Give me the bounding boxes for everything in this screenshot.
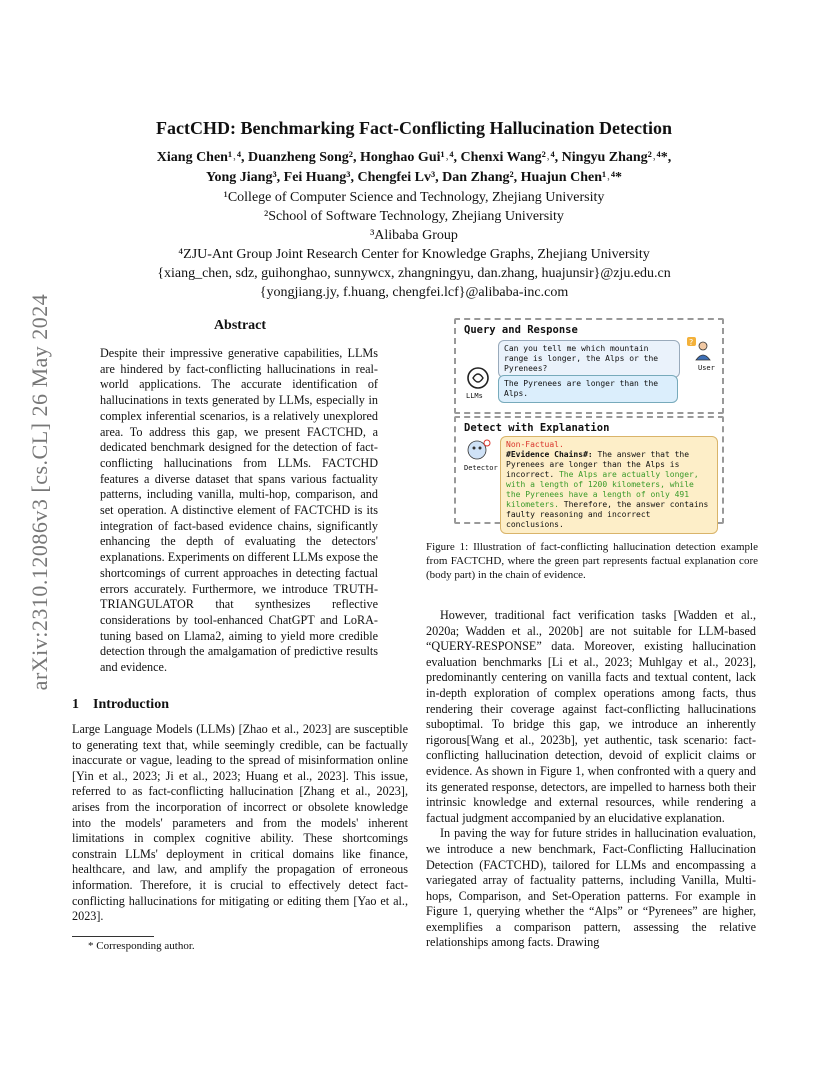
authors-line-1: Xiang Chen¹˒⁴, Duanzheng Song², Honghao Gui¹˒⁴, Chenxi Wang²˒⁴, Ningyu Zhang²˒⁴*, <box>156 150 672 165</box>
arxiv-stamp <box>18 282 62 702</box>
section-heading <box>72 697 169 713</box>
evidence-text-1: The answer that the Pyrenees are longer than the Alps is incorrect. <box>506 450 690 479</box>
section-number: 1 <box>72 697 79 712</box>
query-response-title: Query and Response <box>464 324 578 336</box>
detector-label: Detector <box>464 464 498 472</box>
affiliation-3: ³Alibaba Group <box>370 228 458 243</box>
footnote-rule <box>72 936 154 937</box>
evidence-heading: #Evidence Chains#: <box>506 450 593 459</box>
section-title: Introduction <box>93 697 169 712</box>
user-icon <box>686 336 712 362</box>
intro-paragraph: Large Language Models (LLMs) [Zhao et al., 2023] are susceptible to generating text that, while seemingly credible, can be factually inaccurate or vague, leading to the spread of misinformation online [Yin et al., 2023; Ji et al., 2023; Huang et al., 2023]. This issue, referred to as fact-conflicting hallucination [Zhang et al., 2023], arises from the incorporation of incorrect or obsolete knowledge into the models' parameters and from the models' inherent limitations in complex cognitive ability. These shortcomings constrain LLMs' deployment in critical domains like finance, healthcare, and law, and amplify the propagation of erroneous information. Therefore, it is crucial to effectively detect fact-conflicting hallucinations for mitigating or editing them [Yao et al., 2023]. <box>72 722 408 924</box>
question-bubble: Can you tell me which mountain range is longer, the Alps or the Pyrenees? <box>498 340 680 378</box>
right-paragraph-2: In paving the way for future strides in hallucination evaluation, we introduce a new benchmark, Fact-Conflicting Hallucination Detection (FACTCHD), tailored for LLMs and encompassing a variegated array of factuality patterns, including Vanilla, Multi-hops, Comparison, and Set-Operation patterns. For example in Figure 1, querying whether the “Alps” or “Pyrenees” are higher, exemplifies a comparison pattern, assessing the relative relationships among facts. Drawing <box>426 826 756 950</box>
verdict-text: Non-Factual. <box>506 440 564 449</box>
abstract-body: Despite their impressive generative capabilities, LLMs are hindered by fact-conflicting hallucinations in real-world applications. The accurate identification of hallucinations in texts generated by LLMs, especially in complex inferential scenarios, is a relatively unexplored area. To address this gap, we present FACTCHD, a dedicated benchmark designed for the detection of fact-conflicting hallucinations from LLMs. FACTCHD features a diverse dataset that spans various factuality patterns, including vanilla, multi-hop, comparison, and set operation. A distinctive element of FACTCHD is its integration of fact-based evidence chains, significantly enhancing the depth of evaluating the detectors' explanations. Experiments on different LLMs expose the shortcomings of current approaches in detecting factual errors accurately. Furthermore, we introduce TRUTH-TRIANGULATOR that synthesizes reflective considerations by tool-enhanced ChatGPT and LoRA-tuning based on Llama2, aiming to yield more credible detection through the amalgamation of predictive results and evidence. <box>100 346 378 675</box>
right-column <box>426 608 756 951</box>
affiliation-4: ⁴ZJU-Ant Group Joint Research Center for Knowledge Graphs, Zhejiang University <box>178 247 650 262</box>
detect-box <box>454 416 724 529</box>
arxiv-stamp-text: arXiv:2310.12086v3 [cs.CL] 26 May 2024 <box>27 293 52 691</box>
author-list <box>0 148 828 188</box>
figure-caption: Figure 1: Illustration of fact-conflicting hallucination detection example from FACTCHD, where the green part represents factual explanation core (body part) in the chain of evidence. <box>426 541 758 581</box>
query-response-box <box>454 318 724 414</box>
email-zju: {xiang_chen, sdz, guihonghao, sunnywcx, zhangningyu, dan.zhang, huajunsir}@zju.edu.cn <box>157 266 671 281</box>
answer-bubble: The Pyrenees are longer than the Alps. <box>498 375 678 403</box>
evidence-core-text: The Alps are actually longer, with a length of 1200 kilometers, while the Pyrenees have a length of only 491 kilometers. <box>506 470 699 509</box>
user-label: User <box>698 364 715 372</box>
paper-title: FactCHD: Benchmarking Fact-Conflicting Hallucination Detection <box>156 118 672 138</box>
affiliation-2: ²School of Software Technology, Zhejiang University <box>264 209 564 224</box>
footnote: * Corresponding author. <box>88 940 195 952</box>
abstract-heading: Abstract <box>213 318 267 333</box>
affiliations <box>0 188 828 302</box>
affiliation-1: ¹College of Computer Science and Technology, Zhejiang University <box>223 190 605 205</box>
authors-line-2: Yong Jiang³, Fei Huang³, Chengfei Lv³, Dan Zhang², Huajun Chen¹˒⁴* <box>205 170 623 185</box>
svg-text:?: ? <box>689 338 694 347</box>
right-paragraph-1: However, traditional fact verification tasks [Wadden et al., 2020a; Wadden et al., 2020b] are not suitable for LLM-based “QUERY-RESPONSE” data. Moreover, existing hallucination evaluation benchmarks [Li et al., 2023; Muhlgay et al., 2023], predominantly centering on vanilla facts and textual content, lack in-depth exploration of complex operations among facts, thus rendering their coverage against fact-conflicting hallucinations suboptimal. To bridge this gap, we introduce an inherently rigorous[Wang et al., 2023b], yet authentic, task scenario: fact-conflicting hallucination detection, devoid of explicit claims or evidence. As shown in Figure 1, when confronted with a query and its generated response, detectors, are impelled to harness both their intrinsic knowledge and external resources, while rendering a factual judgment accompanied by an elucidative explanation. <box>426 608 756 825</box>
evidence-bubble <box>500 436 718 534</box>
figure-1 <box>454 318 724 529</box>
llm-label: LLMs <box>466 392 483 400</box>
llm-logo-icon <box>466 366 490 390</box>
evidence-text-2: Therefore, the answer contains faulty reasoning and incorrect conclusions. <box>506 500 709 529</box>
email-alibaba: {yongjiang.jy, f.huang, chengfei.lcf}@alibaba-inc.com <box>259 285 569 300</box>
detector-icon <box>466 438 492 462</box>
detect-title: Detect with Explanation <box>464 422 610 434</box>
